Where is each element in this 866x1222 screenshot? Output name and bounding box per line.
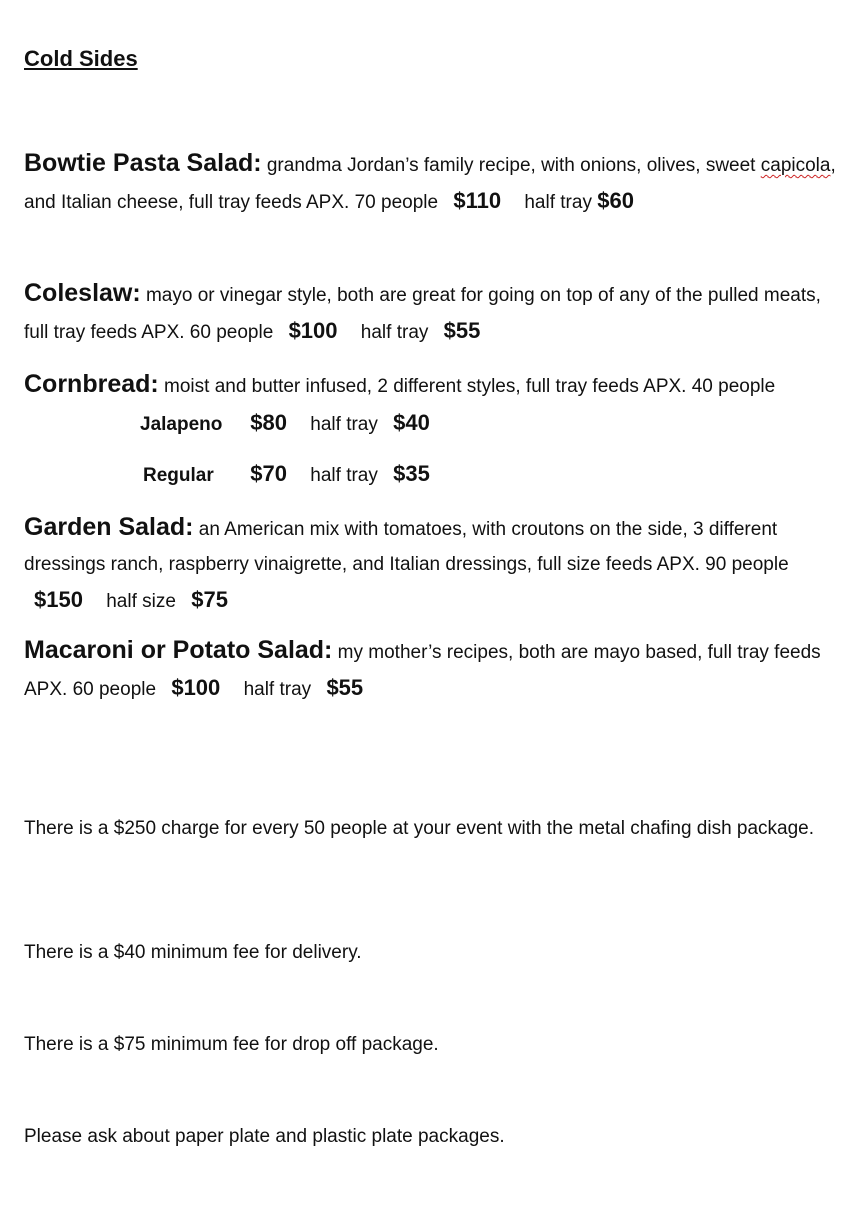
menu-item-coleslaw bbox=[24, 276, 844, 350]
item-name: Garden Salad: bbox=[24, 513, 194, 541]
note-drop-off-fee: There is a $75 minimum fee for drop off package. bbox=[24, 1034, 439, 1055]
item-description: moist and butter infused, 2 different styles, full tray feeds APX. 40 people bbox=[164, 376, 776, 397]
note-delivery-fee: There is a $40 minimum fee for delivery. bbox=[24, 942, 362, 963]
item-description: an American mix with tomatoes, with croutons on the side, 3 different dressings ranch, raspberry vinaigrette, and Italian dressings, full size feeds APX. 90 people bbox=[24, 519, 789, 575]
full-tray-price: $110 bbox=[453, 188, 502, 213]
note-plate-packages: Please ask about paper plate and plastic plate packages. bbox=[24, 1126, 505, 1147]
item-description: my mother’s recipes, both are mayo based, full tray feeds APX. 60 people bbox=[24, 642, 821, 700]
note-chafing-dish-charge: There is a $250 charge for every 50 people at your event with the metal chafing dish package. bbox=[24, 818, 815, 839]
cornbread-style-jalapeno bbox=[140, 405, 442, 442]
half-tray-label: half tray bbox=[360, 322, 429, 343]
full-tray-price: $80 bbox=[250, 410, 287, 435]
full-tray-price: $100 bbox=[171, 675, 221, 700]
full-tray-price: $100 bbox=[288, 318, 338, 343]
item-description: mayo or vinegar style, both are great for going on top of any of the pulled meats, full tray feeds APX. 60 people bbox=[24, 285, 821, 343]
section-title: Cold Sides bbox=[24, 46, 138, 71]
half-size-label: half size bbox=[106, 591, 176, 612]
menu-item-bowtie-pasta-salad bbox=[24, 146, 844, 220]
menu-item-macaroni-potato-salad bbox=[24, 633, 844, 707]
menu-item-garden-salad bbox=[24, 510, 844, 619]
item-name: Coleslaw: bbox=[24, 279, 141, 307]
item-name: Macaroni or Potato Salad: bbox=[24, 636, 333, 664]
half-tray-price: $40 bbox=[393, 410, 430, 435]
full-tray-price: $150 bbox=[34, 587, 83, 612]
style-name: Regular bbox=[143, 465, 214, 486]
menu-item-cornbread bbox=[24, 367, 844, 404]
half-tray-price: $35 bbox=[393, 461, 430, 486]
half-tray-label: half tray bbox=[310, 414, 378, 435]
half-tray-label: half tray bbox=[310, 465, 378, 486]
cornbread-style-regular bbox=[143, 456, 442, 493]
item-name: Bowtie Pasta Salad: bbox=[24, 149, 262, 177]
item-description: grandma Jordan’s family recipe, with onions, olives, sweet capicola, and Italian cheese, full tray feeds APX. 70 people bbox=[24, 155, 836, 213]
half-size-price: $75 bbox=[191, 587, 228, 612]
style-name: Jalapeno bbox=[140, 414, 223, 435]
spellcheck-underlined-word: capicola bbox=[760, 155, 831, 176]
full-tray-price: $70 bbox=[250, 461, 287, 486]
item-name: Cornbread: bbox=[24, 370, 159, 398]
half-tray-price: $60 bbox=[597, 188, 634, 213]
half-tray-label: half tray bbox=[524, 192, 592, 213]
half-tray-label: half tray bbox=[243, 679, 312, 700]
half-tray-price: $55 bbox=[443, 318, 481, 343]
half-tray-price: $55 bbox=[326, 675, 364, 700]
